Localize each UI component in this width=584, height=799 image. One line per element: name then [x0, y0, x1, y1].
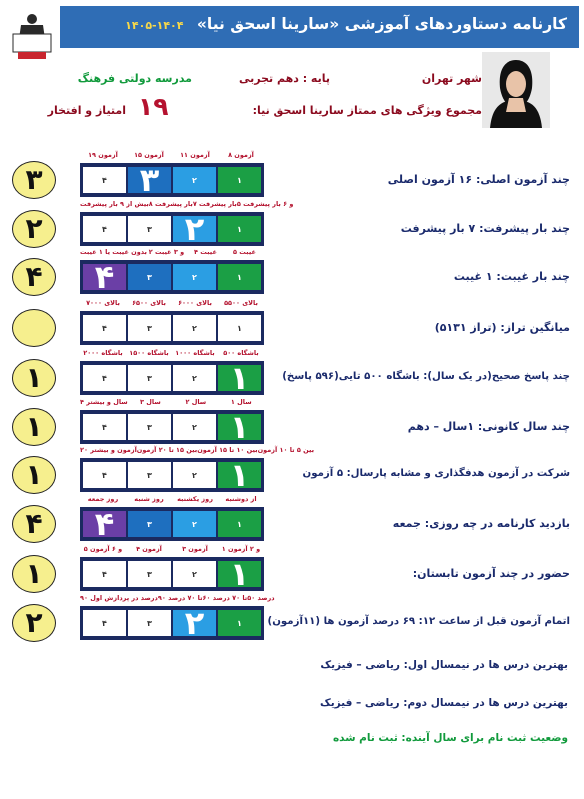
tier-grid [80, 260, 264, 294]
tier-cell: ۲ [173, 511, 216, 537]
registration-status: وضعیت ثبت نام برای سال آینده: ثبت نام شده [332, 732, 568, 744]
tier-label: بین ۱۵ تا ۲۰ آزمون [136, 446, 198, 454]
tier-cell: ۴ [83, 315, 126, 341]
tier-cell: ۲ [173, 264, 216, 290]
tier-cell: ۱ [218, 462, 261, 488]
tier-cell: ۴ [83, 264, 126, 290]
tier-label: بالای ۶۵۰۰ [132, 299, 166, 307]
tier-label: بین ۵ تا ۱۰ آزمون [257, 446, 315, 454]
tier-label: ۲ سال [185, 398, 207, 406]
tier-cell: ۳ [128, 167, 171, 193]
tier-label: ۸ آزمون [228, 151, 254, 159]
row-labels [80, 545, 264, 555]
tier-label: روز جمعه [87, 495, 119, 503]
tier-grid [80, 311, 264, 345]
tier-cell: ۱ [218, 511, 261, 537]
tier-cell: ۲ [173, 414, 216, 440]
tier-grid [80, 507, 264, 541]
row-labels [80, 299, 264, 309]
tier-cell: ۴ [83, 216, 126, 242]
tier-cell: ۱ [218, 414, 261, 440]
best-subjects-first: بهترین درس ها در نیمسال اول: ریاضی – فیزیک [320, 659, 568, 671]
tier-label: ۴ غیبت [194, 248, 217, 256]
tier-label: ۴ آزمون [136, 545, 162, 553]
tier-label: باشگاه ۱۵۰۰ [129, 349, 169, 357]
tier-cell: ۳ [128, 365, 171, 391]
tier-grid [80, 212, 264, 246]
tier-label: بین ۱۰ تا ۱۵ آزمون [197, 446, 258, 454]
features-label: مجموع ویژگی های ممتاز سارینا اسحق نیا: [252, 104, 482, 117]
row-question: چند بار پیشرفت: ۷ بار پیشرفت [400, 222, 570, 235]
header-dates: ۱۴۰۴-۱۴۰۵ [125, 19, 184, 32]
score-circle: ۱ [12, 408, 56, 446]
score-circle: ۴ [12, 505, 56, 543]
tier-grid [80, 557, 264, 591]
tier-label: بیش از ۹ بار پیشرفت [80, 200, 149, 208]
row-labels [80, 446, 315, 456]
row-question: میانگین تراز: (تراز ۵۱۳۱) [434, 321, 570, 334]
score-label: امتیاز و افتخار [47, 104, 126, 117]
tier-label: ۷ بار پیشرفت [192, 200, 237, 208]
tier-cell: ۳ [128, 315, 171, 341]
tier-label: بالای ۵۵۰۰ [224, 299, 258, 307]
row-question: چند بار غیبت: ۱ غیبت [453, 270, 570, 283]
tier-cell: ۳ [128, 561, 171, 587]
tier-label: ۹۰ تا ۷۰ درصد [157, 594, 203, 602]
tier-label: روز شنبه [134, 495, 164, 503]
tier-cell: ۴ [83, 561, 126, 587]
tier-label: ۹۰ درصد در پردازش اول [80, 594, 158, 602]
tier-label: ۳ آزمون [182, 545, 208, 553]
row-labels [80, 151, 264, 161]
best-subjects-second: بهترین درس ها در نیمسال دوم: ریاضی – فیزیک [319, 697, 568, 709]
row-question: شرکت در آزمون هدفگذاری و مشابه پارسال: ۵ آزمون [302, 468, 570, 479]
score-circle: ۳ [12, 161, 56, 199]
logo [8, 6, 56, 62]
row-question: چند سال کانونی: ۱سال – دهم [407, 420, 570, 433]
score-circle: ۴ [12, 258, 56, 296]
tier-label: ۱ سال [230, 398, 252, 406]
tier-cell: ۴ [83, 414, 126, 440]
tier-cell: ۱ [218, 610, 261, 636]
tier-label: ۵ و ۶ بار پیشرفت [236, 200, 294, 208]
tier-cell: ۲ [173, 561, 216, 587]
student-grade: پایه : دهم تجربی [238, 72, 330, 85]
tier-grid [80, 163, 264, 197]
tier-cell: ۲ [173, 216, 216, 242]
row-labels [80, 398, 264, 408]
tier-cell: ۳ [128, 511, 171, 537]
row-question: چند پاسخ صحیح(در یک سال): باشگاه ۵۰۰ تایی(۵۹۶ پاسخ) [282, 371, 570, 382]
tier-label: ۴ سال و بیشتر [80, 398, 128, 406]
tier-cell: ۲ [173, 167, 216, 193]
tier-grid [80, 361, 264, 395]
student-photo [482, 52, 550, 128]
tier-label: بدون غیبت یا ۱ غیبت [80, 248, 147, 256]
tier-grid [80, 410, 264, 444]
score-circle: ۱ [12, 456, 56, 494]
tier-label: بالای ۶۰۰۰ [178, 299, 212, 307]
tier-cell: ۳ [128, 216, 171, 242]
tier-label: ۱۱ آزمون [180, 151, 210, 159]
tier-label: روز یکشنبه [177, 495, 213, 503]
total-score: ۱۹ [138, 92, 169, 121]
tier-label: ۸ بار پیشرفت [148, 200, 193, 208]
row-labels [80, 594, 275, 604]
tier-cell: ۴ [83, 365, 126, 391]
tier-cell: ۳ [128, 264, 171, 290]
row-question: حضور در چند آزمون تابستان: [412, 567, 570, 580]
tier-label: ۱۹ آزمون [88, 151, 118, 159]
tier-cell: ۱ [218, 315, 261, 341]
tier-label: ۵ و ۶ آزمون [83, 545, 123, 553]
tier-label: ۶۰ تا ۷۰ درصد [202, 594, 248, 602]
tier-label: ۵ غیبت [233, 248, 256, 256]
row-labels [80, 248, 264, 258]
tier-cell: ۱ [218, 167, 261, 193]
tier-label: ۲ و ۳ غیبت [148, 248, 185, 256]
student-school: مدرسه دولتی فرهنگ [77, 72, 192, 85]
row-labels [80, 495, 264, 505]
tier-cell: ۴ [83, 167, 126, 193]
tier-cell: ۱ [218, 561, 261, 587]
row-question: بازدید کارنامه در چه روزی: جمعه [392, 517, 570, 530]
tier-cell: ۱ [218, 264, 261, 290]
score-circle: ۱ [12, 555, 56, 593]
tier-cell: ۲ [173, 365, 216, 391]
tier-label: ۲۰ آزمون و بیشتر [80, 446, 137, 454]
tier-label: ۱ و ۲ آزمون [221, 545, 261, 553]
tier-label: بالای ۷۰۰۰ [86, 299, 120, 307]
tier-label: ۵۰ درصد [247, 594, 275, 602]
score-circle: ۲ [12, 210, 56, 248]
page-header [60, 6, 579, 48]
tier-cell: ۱ [218, 216, 261, 242]
row-question: اتمام آزمون قبل از ساعت ۱۲: ۶۹ درصد آزمون ها (۱۱آزمون) [267, 616, 570, 627]
tier-cell: ۳ [128, 610, 171, 636]
score-circle [12, 309, 56, 347]
page-title [125, 15, 567, 33]
score-circle: ۲ [12, 604, 56, 642]
tier-cell: ۱ [218, 365, 261, 391]
tier-grid [80, 458, 264, 492]
tier-cell: ۲ [173, 315, 216, 341]
row-question: چند آزمون اصلی: ۱۶ آزمون اصلی [387, 173, 570, 186]
tier-cell: ۴ [83, 610, 126, 636]
row-labels [80, 200, 294, 210]
header-title-text: کارنامه دستاوردهای آموزشی «سارینا اسحق نیا» [196, 15, 567, 33]
tier-label: باشگاه ۲۰۰۰ [83, 349, 123, 357]
row-labels [80, 349, 264, 359]
tier-cell: ۳ [128, 462, 171, 488]
tier-grid [80, 606, 264, 640]
score-circle: ۱ [12, 359, 56, 397]
tier-cell: ۴ [83, 511, 126, 537]
tier-label: باشگاه ۱۰۰۰ [175, 349, 215, 357]
tier-label: ۱۵ آزمون [134, 151, 164, 159]
tier-cell: ۲ [173, 610, 216, 636]
tier-cell: ۴ [83, 462, 126, 488]
tier-label: ۳ سال [140, 398, 161, 406]
student-city: شهر تهران [421, 72, 482, 85]
tier-cell: ۳ [128, 414, 171, 440]
tier-cell: ۲ [173, 462, 216, 488]
tier-label: از دوشنبه [225, 495, 257, 503]
tier-label: باشگاه ۵۰۰ [223, 349, 259, 357]
